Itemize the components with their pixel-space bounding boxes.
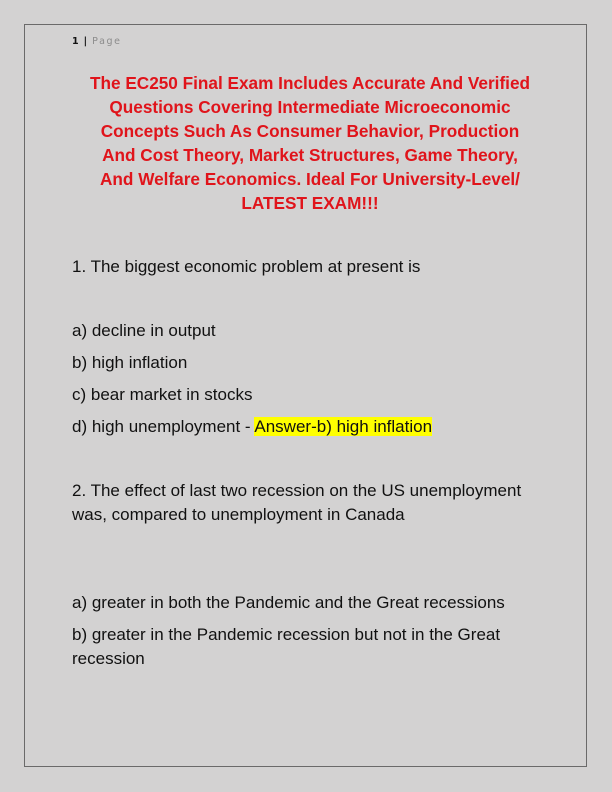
question-2-option-a: a) greater in both the Pandemic and the Great recessions [72,593,505,612]
title-line: LATEST EXAM!!! [241,193,379,213]
question-1-text: 1. The biggest economic problem at present is [72,257,421,276]
question-1-option-c: c) bear market in stocks [72,385,253,404]
document-title [60,71,560,215]
title-line: Questions Covering Intermediate Microeconomic [109,97,511,117]
question-1-option-d-row [72,415,432,439]
question-1-option-b: b) high inflation [72,353,188,372]
page-number: 1 [72,36,79,47]
question-1-answer: Answer-b) high inflation [254,417,433,436]
title-line: The EC250 Final Exam Includes Accurate And Verified [89,73,531,93]
question-2-option-b: b) greater in the Pandemic recession but not in the Great recession [72,625,501,668]
title-line: Concepts Such As Consumer Behavior, Production [100,121,520,141]
title-line: And Cost Theory, Market Structures, Game Theory, [102,145,518,165]
question-1-option-a: a) decline in output [72,321,216,340]
question-2-text: 2. The effect of last two recession on the US unemployment was, compared to unemployment in Canada [72,481,522,524]
page-header [72,36,122,47]
page-separator: | [83,36,88,47]
page-label: Page [92,36,122,47]
question-1-option-d: d) high unemployment - [72,417,255,436]
title-line: And Welfare Economics. Ideal For University-Level/ [100,169,520,189]
